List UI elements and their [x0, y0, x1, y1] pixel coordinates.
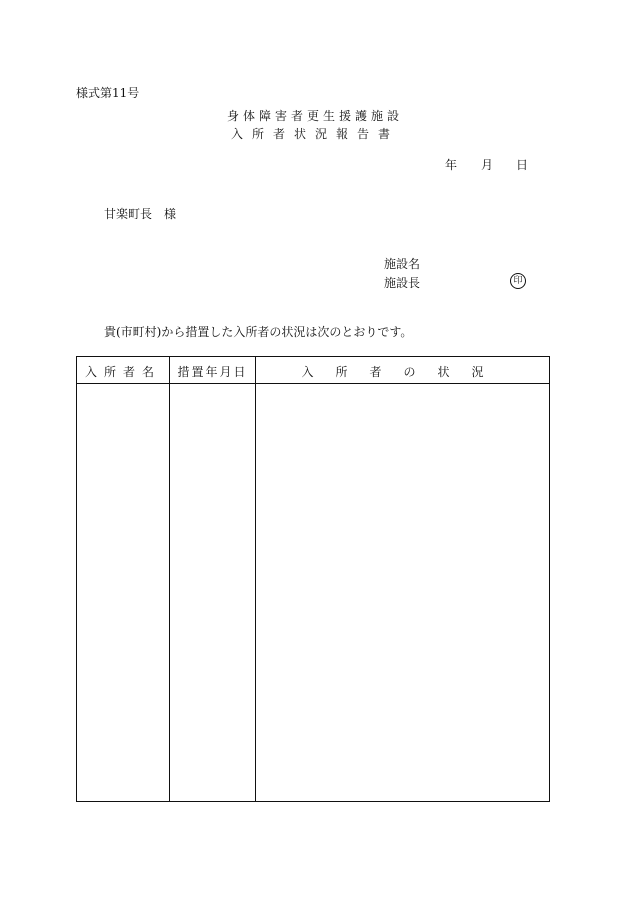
- header-resident-status: 入所者の状況: [301, 365, 506, 379]
- date-year-label: 年: [445, 158, 458, 172]
- facility-head-label: 施設長: [384, 276, 421, 290]
- date-month-label: 月: [481, 158, 494, 172]
- form-number: 様式第11号: [76, 86, 140, 100]
- facility-name-label: 施設名: [384, 257, 421, 271]
- document-title-line1: 身体障害者更生援護施設: [226, 109, 403, 123]
- placement-date-cell[interactable]: [170, 384, 255, 801]
- date-day-label: 日: [516, 158, 529, 172]
- header-resident-name: 入所者名: [84, 365, 161, 379]
- resident-name-cell[interactable]: [77, 384, 169, 801]
- resident-status-table: [76, 356, 550, 802]
- intro-text: 貴(市町村)から措置した入所者の状況は次のとおりです。: [104, 325, 413, 339]
- resident-status-cell[interactable]: [256, 384, 549, 801]
- document-title-line2: 入所者状況報告書: [230, 127, 399, 141]
- seal-mark: 印: [510, 273, 526, 289]
- addressee: 甘楽町長 様: [104, 207, 177, 221]
- header-placement-date: 措置年月日: [177, 365, 248, 379]
